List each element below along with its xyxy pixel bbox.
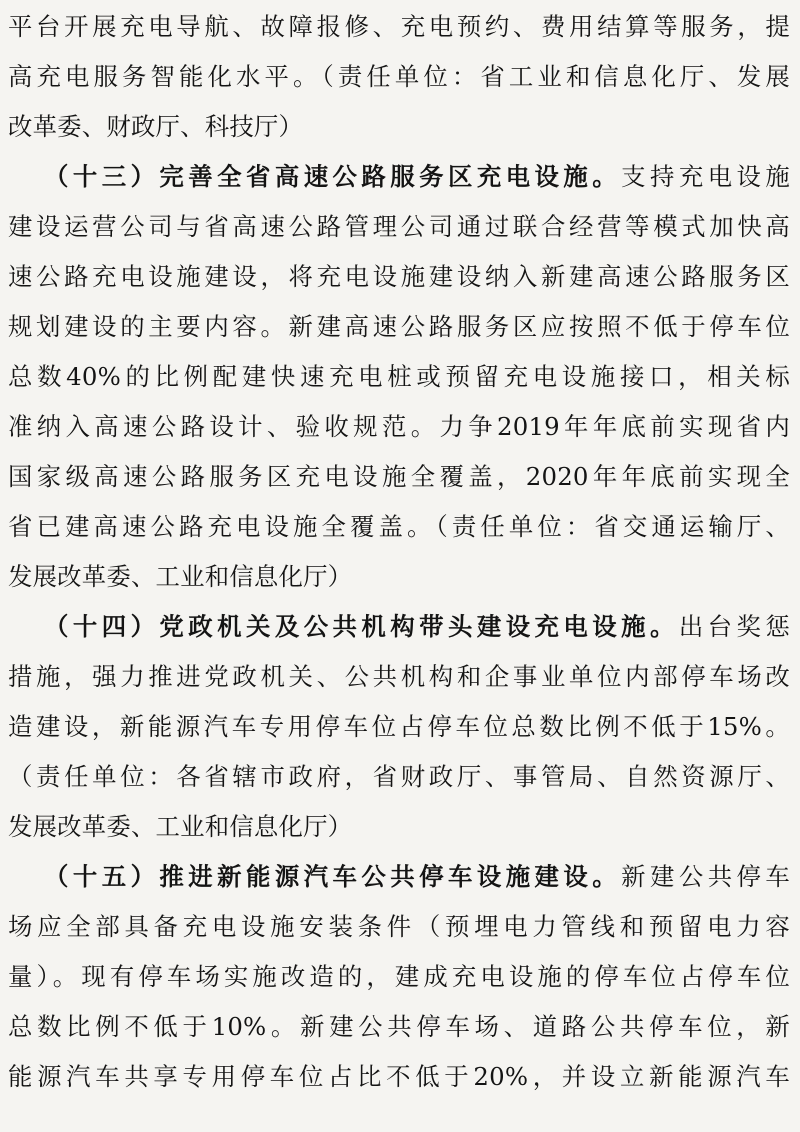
paragraph-item-12-end <box>8 2 790 152</box>
section-heading-15: （十五）推进新能源汽车公共停车设施建设。 <box>44 862 622 891</box>
text-line: 能源汽车共享专用停车位占比不低于20%，并设立新能源汽车 <box>8 1062 790 1091</box>
text-run: 新建公共停车 <box>621 862 790 891</box>
text-line: 发展改革委、工业和信息化厅） <box>8 562 353 591</box>
section-heading-14: （十四）党政机关及公共机构带头建设充电设施。 <box>44 612 679 641</box>
text-run: 出台奖惩 <box>678 612 790 641</box>
text-line: 建设运营公司与省高速公路管理公司通过联合经营等模式加快高 <box>8 212 790 241</box>
paragraph-item-14 <box>8 602 790 852</box>
text-line: 国家级高速公路服务区充电设施全覆盖，2020年年底前实现全 <box>8 462 790 491</box>
text-run: 支持充电设施 <box>621 162 790 191</box>
paragraph-item-13 <box>8 152 790 602</box>
text-line: 规划建设的主要内容。新建高速公路服务区应按照不低于停车位 <box>8 312 790 341</box>
text-line <box>8 152 790 202</box>
text-line <box>8 852 790 902</box>
text-line: 总数比例不低于10%。新建公共停车场、道路公共停车位，新 <box>8 1012 790 1041</box>
section-heading-13: （十三）完善全省高速公路服务区充电设施。 <box>44 162 622 191</box>
text-line: 造建设，新能源汽车专用停车位占停车位总数比例不低于15%。 <box>8 712 790 741</box>
text-line: （责任单位：各省辖市政府，省财政厅、事管局、自然资源厅、 <box>8 762 790 791</box>
text-line: 速公路充电设施建设，将充电设施建设纳入新建高速公路服务区 <box>8 262 790 291</box>
text-line: 总数40%的比例配建快速充电桩或预留充电设施接口，相关标 <box>8 362 790 391</box>
text-line: 改革委、财政厅、科技厅） <box>8 112 304 141</box>
text-line: 措施，强力推进党政机关、公共机构和企事业单位内部停车场改 <box>8 662 790 691</box>
text-line: 发展改革委、工业和信息化厅） <box>8 812 353 841</box>
text-line: 平台开展充电导航、故障报修、充电预约、费用结算等服务，提 <box>8 12 790 41</box>
paragraph-item-15 <box>8 852 790 1102</box>
text-line: 量）。现有停车场实施改造的，建成充电设施的停车位占停车位 <box>8 962 790 991</box>
text-line: 省已建高速公路充电设施全覆盖。（责任单位：省交通运输厅、 <box>8 512 790 541</box>
text-line: 场应全部具备充电设施安装条件（预埋电力管线和预留电力容 <box>8 912 790 941</box>
text-line: 高充电服务智能化水平。（责任单位：省工业和信息化厅、发展 <box>8 62 790 91</box>
text-line: 准纳入高速公路设计、验收规范。力争2019年年底前实现省内 <box>8 412 790 441</box>
text-line <box>8 602 790 652</box>
